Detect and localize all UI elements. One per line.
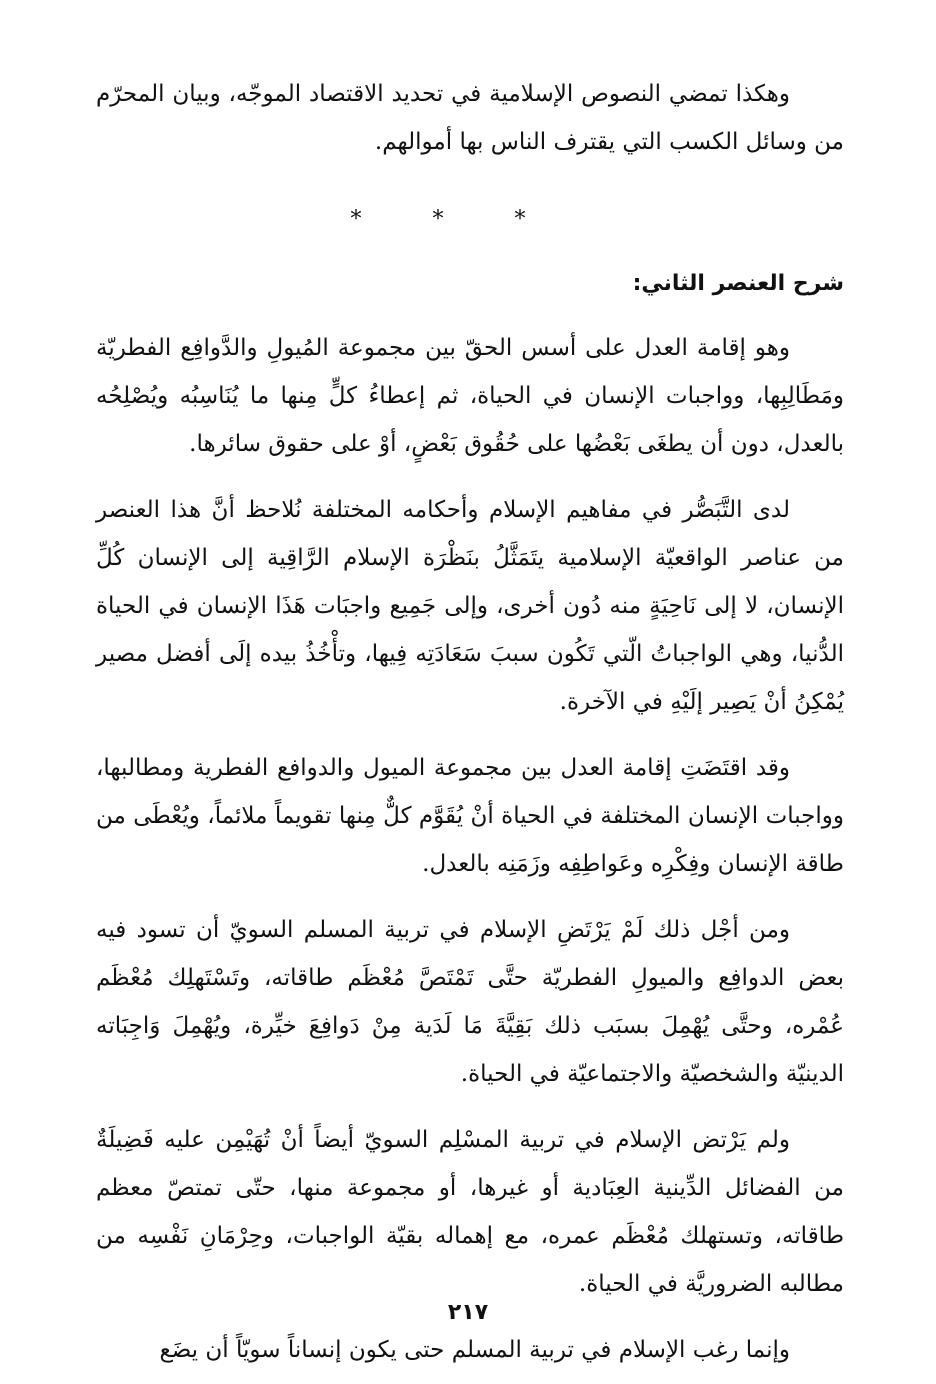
paragraph-drives: ومن أجْل ذلك لَمْ يَرْتَضِ الإسلام في تربية المسلم السويّ أن تسود فيه بعض الدوافِع والميولِ الفطريّة حتَّى تَمْتَصَّ مُعْظَم طاقاته، وتَسْتَهلِك مُعْظَم عُمْره، وحتَّى يُهْمِلَ بسبَب ذلك بَقِيَّةَ مَا لَدَية مِنْ دَوافِعَ خيِّرة، ويُهْمِلَ وَاجِبَاته الدينيّة والشخصيّة والاجتماعيّة في الحياة.	[96, 917, 844, 1087]
paragraph-insight: لدى التَّبَصُّر في مفاهيم الإسلام وأحكامه المختلفة نُلاحظ أنَّ هذا العنصر من عناصر الواقعيّة الإسلامية يتَمَثَّلُ بنَظْرَة الإسلام الرَّاقِية إلى الإنسان كُلِّ الإنسان، لا إلى نَاحِيَةٍ منه دُون أخرى، وإلى جَمِيع واجبَات هَذَا الإنسان في الحياة الدُّنيا، وهي الواجباتُ الّتي تَكُون سببَ سَعَادَتِه فِيها، وتأْخُذُ بيده إلَى أفضل مصير يُمْكِنُ أنْ يَصِير إلَيْهِ في الآخرة.	[96, 497, 844, 715]
page-number: ٢١٧	[447, 1300, 489, 1325]
paragraph-justice: وقد اقتَضَتِ إقامة العدل بين مجموعة الميول والدوافع الفطرية ومطالبها، وواجبات الإنسان المختلفة في الحياة أنْ يُقَوَّم كلٌّ مِنها تقويماً ملائماً، ويُعْطَى من طاقة الإنسان وفِكْرِه وعَواطِفِه وزَمَنِه بالعدل.	[96, 755, 844, 877]
section-separator: * * *	[350, 207, 558, 232]
paragraph-conclusion: وإنما رغب الإسلام في تربية المسلم حتى يكون إنساناً سويّاً أن يضَع	[159, 1337, 790, 1363]
paragraph-virtues: ولم يَرْتض الإسلام في تربية المسْلِم السويّ أيضاً أنْ تُهَيْمِن عليه فَضِيلَةٌ من الفضائل الدِّينية العِبَادية أو غيرها، أو مجموعة منها، حتّى تمتصّ معظم طاقاته، وتستهلك مُعْظَم عمره، مع إهماله بقيّة الواجبات، وحِرْمَانِ نَفْسِه من مطالبه الضروريَّة في الحياة.	[96, 1127, 844, 1297]
page-body	[96, 70, 844, 1374]
paragraph-intro: وهكذا تمضي النصوص الإسلامية في تحديد الاقتصاد الموجّه، وبيان المحرّم من وسائل الكسب التي يقترف الناس بها أموالهم.	[96, 81, 844, 155]
section-heading: شرح العنصر الثاني:	[632, 271, 844, 296]
paragraph-definition: وهو إقامة العدل على أسس الحقّ بين مجموعة المُيولِ والدَّوافِع الفطريّة ومَطَالِبِها، وواجبات الإنسان في الحياة، ثم إعطاءُ كلٍّ مِنها ما يُنَاسِبُه ويُصْلِحُه بالعدل، دون أن يطغَى بَعْضُها على حُقُوق بَعْضٍ، أوْ على حقوق سائرها.	[96, 335, 844, 457]
